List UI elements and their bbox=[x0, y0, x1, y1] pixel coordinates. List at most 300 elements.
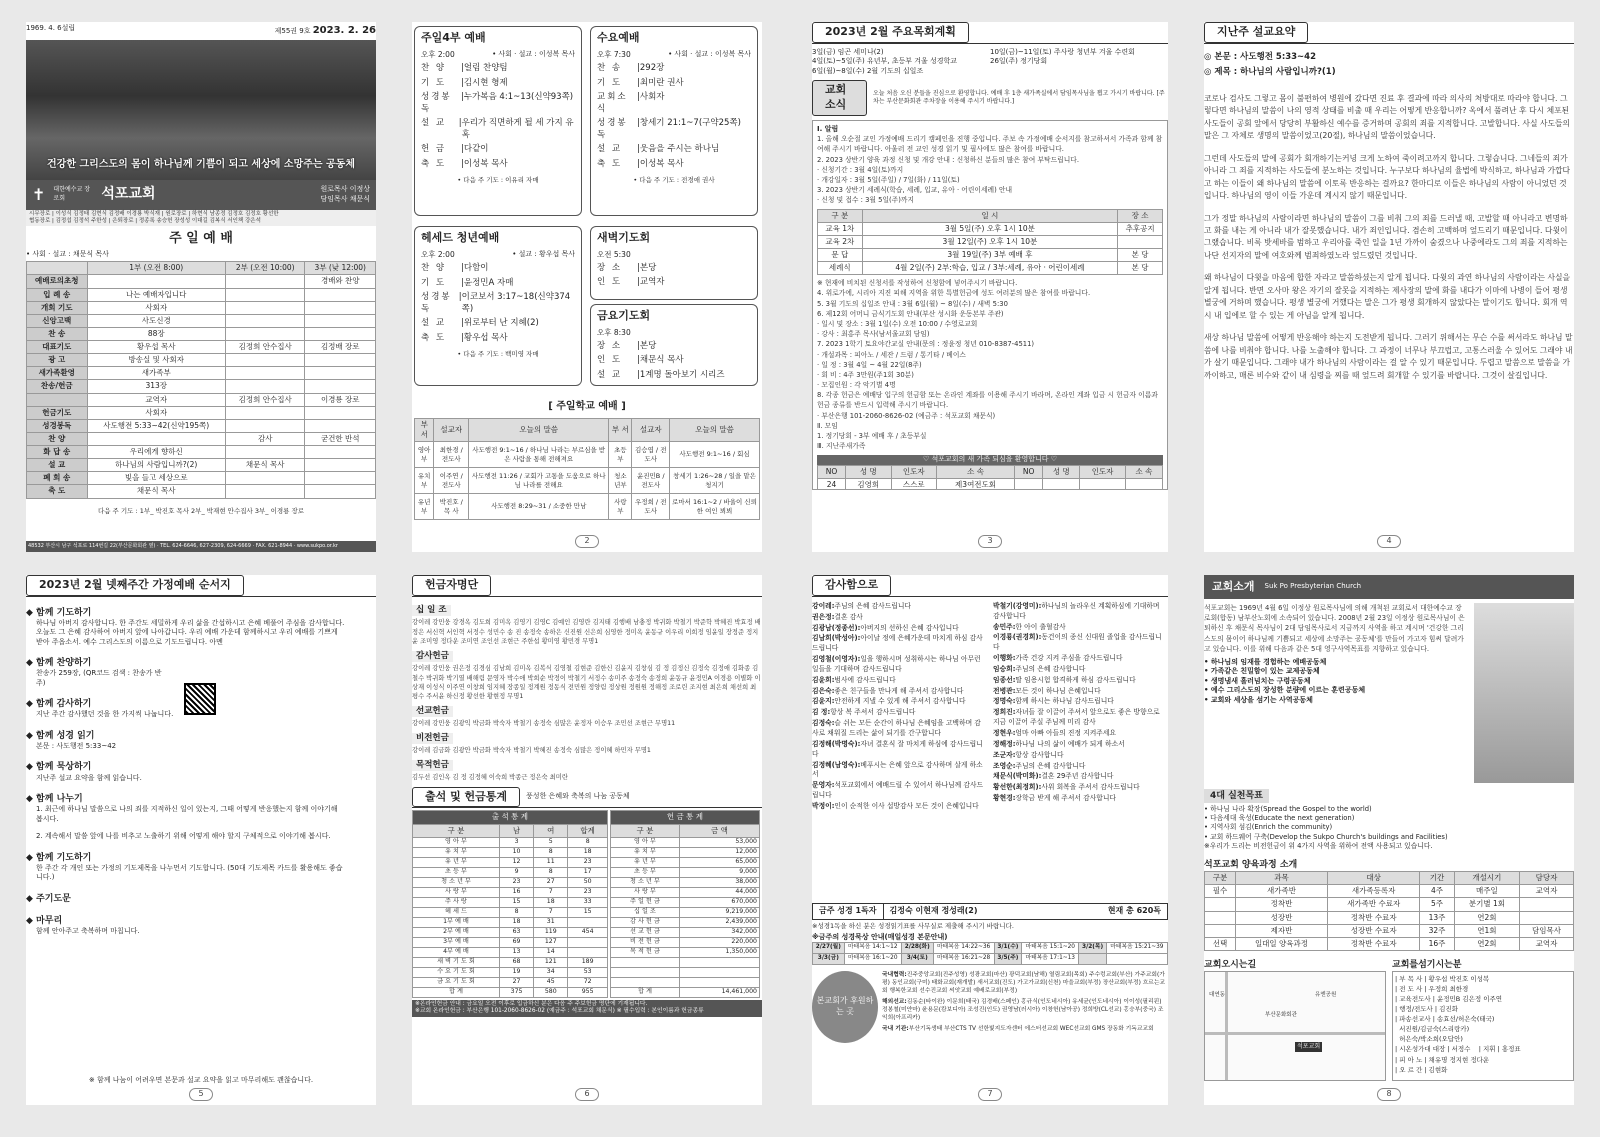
banner-text: 건강한 그리스도의 몸이 하나님께 기쁨이 되고 세상에 소망주는 공동체 bbox=[47, 159, 355, 170]
bible-total: 현재 총 620독 bbox=[1107, 906, 1161, 915]
baptism-row bbox=[818, 235, 1163, 248]
serve-line: | 파송선교사 | 송효선/허은숙(태국) bbox=[1395, 1015, 1495, 1024]
service-line: 교회소식 | 사회자 bbox=[597, 92, 665, 114]
service-line-label: 성경봉독 bbox=[597, 118, 628, 140]
worship-row bbox=[27, 380, 376, 393]
attendance-cell: 375 bbox=[499, 987, 533, 997]
attendance-cell: 31 bbox=[534, 917, 568, 927]
offering-group-names: 강이레 김금화 김광안 박금화 박숙자 박철기 박혜진 송정숙 심많은 정이혜 하민자 무명1 bbox=[412, 747, 651, 755]
worship-cell: 설 교 bbox=[27, 459, 88, 472]
worship-cell: 찬 송 bbox=[27, 327, 88, 340]
offering-stats-row bbox=[611, 977, 760, 987]
offering-stats-cell: 감 사 헌 금 bbox=[611, 917, 680, 927]
news-line: 6. 제12회 어머니 금식기도회 안내(부산 성시화 운동본부 주관) bbox=[817, 309, 1004, 318]
worship-cell bbox=[305, 327, 376, 340]
bible-plan-cell: 3/5(주) bbox=[994, 953, 1021, 964]
edu-row bbox=[1205, 911, 1574, 924]
thanks-text: 딸 임용시험 합격하게 하심 감사드립니다 bbox=[1015, 675, 1136, 684]
news-line: Ⅲ. 지난주새가족 bbox=[817, 442, 866, 451]
thanks-name: 김정해(박명숙): bbox=[812, 739, 861, 748]
service-line-label: 성경봉독 bbox=[421, 92, 452, 114]
worship-row bbox=[27, 301, 376, 314]
worship-cell: 대표기도 bbox=[27, 341, 88, 354]
serve-line: | 피 아 노 | 채유명 정지현 정다운 bbox=[1395, 1055, 1490, 1064]
school-cell: 영아부 bbox=[415, 442, 434, 468]
thanks-text: 결혼 감사 bbox=[834, 612, 863, 621]
family-worship-heading: ◆ 함께 나누기 bbox=[26, 794, 83, 805]
worship-row bbox=[27, 367, 376, 380]
family-worship-heading: ◆ 함께 묵상하기 bbox=[26, 762, 92, 773]
staff-row-1: 시무장로 | 이성식 김정태 김현식 김정배 이경룡 박식재 | 원로장로 | 하현식 남종정 김정호 김정호 황선한 bbox=[29, 210, 279, 217]
worship-cell: 김정희 안수집사 bbox=[225, 393, 305, 406]
sermon-paragraph: 그가 정말 하나님의 사람이라면 하나님의 말씀이 그를 비춰 그의 죄를 드러낼 때, 고발할 때 아니라고 변명하고 화를 내는 게 아니라 내가 잘못했습니다. 내가 죄인입니다. 겸손히 고백하며 엎드리기 때문입니다. 다윗이 그랬습니다. 비록 밧세바를 범하고 우리아를 죽인 일을 1년 가까이 숨겼으나 나중에라도 그의 죄를 지적하는 나단 선지자의 말에 여호와께 범죄하였노라 엎드렸던 것입니다. bbox=[1204, 213, 1568, 260]
news-line: 3. 2023 상반기 세례식(학습, 세례, 입교, 유아 · 어린이세례) 안내 bbox=[817, 186, 1013, 195]
attendance-cell: 10 bbox=[499, 847, 533, 857]
worship-cell: 예배로의초청 bbox=[27, 275, 88, 288]
offering-stats-cell bbox=[679, 967, 759, 977]
service-line: 장 소 | 본당 bbox=[597, 262, 657, 273]
bible-plan-cell: 마태복음 15:1~20 bbox=[1022, 943, 1079, 954]
family-worship-heading: ◆ 마무리 bbox=[26, 915, 63, 926]
thanks-text: 가족 건강 지켜 주심을 감사드립니다 bbox=[1015, 654, 1123, 663]
attendance-cell: 유 년 부 bbox=[413, 857, 500, 867]
family-cell: 스스로 bbox=[891, 478, 936, 489]
attendance-cell: 15 bbox=[568, 907, 608, 917]
edu-cell bbox=[1205, 924, 1236, 937]
family-worship-body: 하나님 아버지 감사합니다. 한 주간도 세밀하게 우리 삶을 간섭하시고 은혜 베풀어 주심을 감사합니다. 오늘도 그 은혜 감사하여 아버지 앞에 나아갑니다. 우리 예배 가운데 함께하시고 우리 예배를 기쁘게 받아 주옵소서. 예수 그리스도의 이름으로 기도드립니다. 아멘 bbox=[36, 618, 345, 646]
service-title: 주일4부 예배 bbox=[421, 31, 486, 44]
attendance-cell: 12 bbox=[499, 857, 533, 867]
service-meta: • 사회 · 설교 : 이성복 목사 bbox=[492, 49, 575, 58]
bible-plan-row bbox=[813, 953, 1168, 964]
practice-title: 4대 실천목표 bbox=[1204, 789, 1269, 803]
offering-group-heading: 감사헌금 bbox=[412, 651, 453, 662]
worship-row bbox=[27, 446, 376, 459]
baptism-cell bbox=[1118, 235, 1163, 248]
service-line-label: 교회소식 bbox=[597, 92, 628, 114]
bible-plan-cell: 마태복음 14:1~12 bbox=[844, 943, 901, 954]
thanks-text: 하나님의 놀라우신 계획하심에 기대하며 감사합니다 bbox=[993, 601, 1160, 620]
page-number: 4 bbox=[1377, 535, 1400, 548]
attendance-cell: 16 bbox=[499, 887, 533, 897]
thanks-name: 임종선: bbox=[993, 675, 1016, 684]
attendance-cell bbox=[568, 947, 608, 957]
school-title: [ 주일학교 예배 ] bbox=[548, 401, 626, 412]
school-cell: 우정희 / 전도사 bbox=[632, 494, 670, 520]
edu-col-header: 과목 bbox=[1235, 872, 1327, 885]
sermon-topic: ◎ 제목 : 하나님의 사람입니까?(1) bbox=[1204, 67, 1336, 78]
attendance-cell: 23 bbox=[568, 857, 608, 867]
offering-stats-title: 헌 금 통 계 bbox=[611, 811, 760, 824]
baptism-col-header: 장 소 bbox=[1118, 209, 1163, 222]
service-line-value: 292장 bbox=[639, 63, 665, 74]
page-number: 5 bbox=[189, 1088, 212, 1101]
offering-list-title: 헌금자명단 bbox=[412, 575, 491, 596]
news-line: 1. 정기당회 - 3부 예배 후 / 초등부실 bbox=[817, 432, 927, 441]
service-line: 축 도 | 이성복 목사 bbox=[421, 158, 508, 169]
service-line-value: 창세기 21:1~7(구약25쪽) bbox=[639, 118, 741, 129]
attendance-cell: 127 bbox=[534, 937, 568, 947]
edu-cell: 정착반 수료자 bbox=[1328, 911, 1420, 924]
attendance-cell: 69 bbox=[499, 937, 533, 947]
news-line: ※ 현재에 비치된 신청서를 작성하여 신청함에 넣어주시기 바랍니다. bbox=[817, 279, 1018, 288]
thanks-name: 권은정: bbox=[812, 612, 835, 621]
worship-cell bbox=[225, 301, 305, 314]
offering-stats-cell: 9,000 bbox=[679, 867, 759, 877]
serve-line: | 오 르 간 | 김현화 bbox=[1395, 1065, 1448, 1074]
attendance-cell: 17 bbox=[568, 867, 608, 877]
worship-cell: 88장 bbox=[87, 327, 225, 340]
attendance-row bbox=[413, 877, 608, 887]
edu-col-header: 담당자 bbox=[1520, 872, 1574, 885]
map-title: 교회오시는길 bbox=[1204, 959, 1257, 970]
offering-stats-cell: 9,219,000 bbox=[679, 907, 759, 917]
goal-item: • 교회와 세상을 섬기는 사역공동체 bbox=[1204, 695, 1313, 704]
service-line: 헌 금 | 다같이 bbox=[421, 144, 489, 155]
worship-cell: 사회자 bbox=[87, 301, 225, 314]
thanks-text: 자녀들 잘 이끌어 주셔서 앞으로도 좋은 방향으로 지금 이끌어 주실 주님께 미리 감사 bbox=[993, 708, 1160, 727]
worship-col-header: 2부 (오전 10:00) bbox=[225, 262, 305, 275]
news-title: 교회소식 bbox=[812, 80, 867, 116]
baptism-cell: 본 당 bbox=[1118, 262, 1163, 275]
offering-stats-row bbox=[611, 947, 760, 957]
attendance-table bbox=[412, 810, 608, 997]
family-worship-body: 지난 주간 감사했던 것을 한 가지씩 나눕니다. bbox=[36, 710, 174, 719]
family-worship-title: 2023년 2월 넷째주간 가정예배 순서지 bbox=[26, 575, 244, 596]
service-line-label: 기 도 bbox=[597, 77, 623, 88]
online-note-1: ※온라인헌금 안내 : 금요일 오전 이후로 입금하신 분은 다음 주 주보헌금 명단에 기재됩니다. bbox=[415, 1000, 648, 1007]
attendance-cell: 사 랑 부 bbox=[413, 887, 500, 897]
footer-address: 48532 부산시 남구 석포로 114번길 22(부산문화회관 옆) · TEL. 624-6646, 627-2309, 624-6669 · FAX. 621-8944 · www.sukpo.or.kr bbox=[26, 541, 376, 552]
practice-item: • 하나님 나라 확장(Spread the Gospel to the world) bbox=[1204, 805, 1372, 814]
page-6 bbox=[412, 575, 762, 1105]
thanks-name: 정희진: bbox=[993, 708, 1016, 717]
service-line-label: 설 교 bbox=[421, 318, 447, 329]
worship-cell bbox=[305, 367, 376, 380]
school-cell: 사랑부 bbox=[609, 494, 632, 520]
stats-subtitle: 풍성한 은혜와 축복의 나눔 공동체 bbox=[526, 792, 630, 801]
offering-stats-col-header: 구 분 bbox=[611, 824, 680, 837]
service-line-value: 얼림 찬양팀 bbox=[463, 63, 508, 74]
thanks-text: 함께 하시는 하나님 감사드립니다 bbox=[1015, 697, 1114, 706]
intro-header-eng: Suk Po Presbyterian Church bbox=[1264, 582, 1362, 591]
thanks-name: 조군자: bbox=[993, 750, 1016, 759]
edu-cell: 새가족등록자 bbox=[1328, 885, 1420, 898]
bible-plan-cell bbox=[1079, 953, 1106, 964]
worship-cell: 성경봉독 bbox=[27, 419, 88, 432]
offering-stats-cell: 주 일 헌 금 bbox=[611, 897, 680, 907]
worship-cell bbox=[305, 354, 376, 367]
offering-stats-row bbox=[611, 987, 760, 997]
bible-plan-cell bbox=[1106, 953, 1167, 964]
attendance-cell: 금 요 기 도 회 bbox=[413, 977, 500, 987]
service-time: 오후 7:30 bbox=[597, 49, 631, 59]
offering-stats-cell: 사 랑 부 bbox=[611, 887, 680, 897]
worship-cell: 김정배 장로 bbox=[305, 341, 376, 354]
offering-stats-cell: 십 일 조 bbox=[611, 907, 680, 917]
school-cell: 초등부 bbox=[609, 442, 632, 468]
map-label: 석포교회 bbox=[1295, 1042, 1322, 1052]
offering-stats-cell bbox=[611, 957, 680, 967]
church-building-image bbox=[1474, 603, 1574, 783]
thanks-name: 강이레: bbox=[812, 601, 835, 610]
worship-table bbox=[26, 261, 376, 498]
attendance-cell: 2부 예 배 bbox=[413, 927, 500, 937]
offering-group-heading: 선교헌금 bbox=[412, 706, 453, 717]
mission-list: 부산기독생태 부산CTS TV 선한빛지도자센터 에스터선교회 WEC선교회 GMS 장동화 기독교교회 bbox=[908, 1026, 1154, 1033]
offering-stats-cell: 14,461,000 bbox=[679, 987, 759, 997]
service-line-label: 축 도 bbox=[597, 158, 623, 169]
edu-row bbox=[1205, 898, 1574, 911]
school-cell: 청소년부 bbox=[609, 468, 632, 494]
thanks-name: 채문식(박미화): bbox=[993, 772, 1042, 781]
worship-cell bbox=[225, 446, 305, 459]
attendance-row bbox=[413, 897, 608, 907]
senior-pastor: 담임목사 채문식 bbox=[320, 194, 370, 203]
attendance-cell: 청 소 년 부 bbox=[413, 877, 500, 887]
attendance-cell: 7 bbox=[534, 907, 568, 917]
service-line: 기 도 | 김시현 형제 bbox=[421, 77, 508, 88]
service-line-label: 인 도 bbox=[597, 277, 623, 288]
attendance-cell: 18 bbox=[568, 847, 608, 857]
family-col-header: 성 명 bbox=[846, 465, 891, 478]
baptism-cell: 세례식 bbox=[818, 262, 863, 275]
edu-cell: 선택 bbox=[1205, 937, 1236, 950]
attendance-cell: 955 bbox=[568, 987, 608, 997]
congregation-photo bbox=[26, 40, 376, 180]
news-line: 2. 2023 상반기 양육 과정 신청 및 개강 안내 : 신청하신 분들의 많은 참여 부탁드립니다. bbox=[817, 155, 1080, 164]
plan-title: 2023년 2월 주요목회계획 bbox=[812, 22, 969, 43]
bible-plan-cell: 마태복음 16:21~28 bbox=[933, 953, 994, 964]
map-label: 대연동 bbox=[1209, 992, 1225, 999]
attendance-col-header: 남 bbox=[499, 824, 533, 837]
attendance-cell: 63 bbox=[499, 927, 533, 937]
edu-cell: 분기별 1회 bbox=[1454, 898, 1519, 911]
attendance-cell: 8 bbox=[568, 837, 608, 847]
family-worship-body: 함께 안아주고 축복하며 마칩니다. bbox=[36, 926, 140, 935]
edu-cell bbox=[1520, 898, 1574, 911]
family-worship-heading: ◆ 함께 기도하기 bbox=[26, 607, 92, 618]
attendance-cell: 53 bbox=[568, 967, 608, 977]
thanks-name: 임승희: bbox=[993, 664, 1016, 673]
news-intro: 오늘 처음 오신 분들을 진심으로 환영합니다. 예배 후 1층 새가족실에서 담임목사님을 뵙고 가시기 바랍니다. [주차는 부산문화회관 주차장을 이용해 주시기 바랍니다.] bbox=[872, 89, 1165, 105]
attendance-cell: 9 bbox=[499, 867, 533, 877]
practice-item: ※우리가 드리는 비전헌금이 위 4가지 사역을 위하여 전액 사용되고 있습니다. bbox=[1204, 841, 1433, 850]
offering-stats-cell: 유 년 부 bbox=[611, 857, 680, 867]
thanks-text: 장학금 받게 해 주셔서 감사합니다 bbox=[1015, 794, 1116, 803]
baptism-cell: 교육 1차 bbox=[818, 222, 863, 235]
family-worship-heading: ◆ 함께 찬양하기 bbox=[26, 658, 92, 669]
thanks-name: 전병관: bbox=[993, 686, 1016, 695]
attendance-col-header: 구 분 bbox=[413, 824, 500, 837]
sermon-paragraph: 새상 하나님 말씀에 어떻게 반응해야 하는지 도전받게 됩니다. 그러기 위해서는 무슨 수를 써서라도 하나님 말씀에 나를 비춰야 합니다. 나를 노출해야 합니다. 그 과정이 너무나 부끄럽고, 고통스러울 수 있어도 그래야 내가 살기 때문입니다. 그래야 내가 하나님의 사람이라는 걸 알 수 있기 때문입니다. 두렵고 말씀으로 말씀을 가까이하고, 매론 비수와 같이 내 심령을 찌를 때 엎드려 회개할 수 있기를 바랍니다. 그것이 살길입니다. bbox=[1204, 333, 1573, 380]
offering-stats-cell: 선 교 헌 금 bbox=[611, 927, 680, 937]
baptism-col-header: 일 시 bbox=[862, 209, 1118, 222]
service-line: 찬 양 | 얼림 찬양팀 bbox=[421, 63, 508, 74]
news-line: · 개설과목 : 피아노 / 세잔 / 드럼 / 통기타 / 베이스 bbox=[817, 350, 966, 359]
offering-group-heading: 비전헌금 bbox=[412, 733, 453, 744]
worship-cell: 굳건한 반석 bbox=[305, 432, 376, 445]
thanks-name: 김남희(박성아): bbox=[812, 634, 861, 643]
family-cell: 24 bbox=[818, 478, 846, 489]
thanks-text: 결혼 29주년 감사합니다 bbox=[1041, 772, 1114, 781]
bible-plan-cell: 마태복음 16:1~20 bbox=[844, 953, 901, 964]
offering-group-names: 강이레 강민웅 강경옥 김도희 김미옥 김영기 김영C 김예인 김영란 김지태 김행배 남충정 박귀화 박철기 박준학 박혜진 박효정 배정은 서신혁 서인혁 서정수 성민수 송 진 송정숙 송하은 신진원 신은희 심영한 정미옥 윤동규 이우리 이희정 임윤일 장정준 정지윤 조미영 정다운 조미연 조인선 조현근 주한섭 황미영 황민경 무명1 bbox=[412, 619, 761, 646]
service-line: 성경봉독 | 이코보서 3:17~18(신약374쪽) bbox=[421, 292, 575, 315]
service-line-label: 찬 송 bbox=[597, 63, 623, 74]
thanks-text: 사위 회복을 주셔서 감사드립니다 bbox=[1041, 783, 1140, 792]
family-cell bbox=[1043, 478, 1080, 489]
thanks-text: 슬 쉬는 모든 순간이 하나님 은혜임을 고백하며 감사로 채워질 드리는 삶이 되기를 간구합니다 bbox=[812, 719, 981, 737]
worship-cell: 이경룡 장로 bbox=[305, 393, 376, 406]
sermon-paragraph: 코로나 검사도 그렇고 몸이 불편하여 병원에 갔다면 진료 후 결과에 따라 의사의 처방대로 따라야 합니다. 그렇다면 하나님의 말씀이 나의 영적 상태를 비출 때 우리는 어떻게 반응합니까? 옥에서 풀려난 후 다시 체포된 사도들이 공회 앞에서 당당히 부활하신 예수를 증거하며 공회의 죄를 지적합니다. 고발합니다. 사실 사도들의 말은 그 자체로 생명의 말씀이었고(20절), 하나님의 말씀이었습니다. bbox=[1204, 93, 1571, 141]
school-cell: 윤진민B / 전도사 bbox=[632, 468, 670, 494]
school-col-header: 설교자 bbox=[632, 419, 670, 442]
service-line-value: 채문식 목사 bbox=[639, 355, 684, 366]
attendance-row bbox=[413, 977, 608, 987]
edu-cell: 새가족반 bbox=[1235, 885, 1327, 898]
edu-cell: 16주 bbox=[1420, 937, 1455, 950]
service-line-label: 장 소 bbox=[597, 340, 623, 351]
offering-stats-cell: 220,000 bbox=[679, 937, 759, 947]
news-line: 4. 위로가에, 시리아 지진 피해 지역을 위한 특별헌금에 성도 여러분의 많은 참여를 바랍니다. bbox=[817, 289, 1091, 298]
worship-cell: 입 례 송 bbox=[27, 288, 88, 301]
plan-item: 26일(주) 정기당회 bbox=[990, 57, 1048, 66]
attendance-cell: 주 사 랑 bbox=[413, 897, 500, 907]
service-line-value: 본당 bbox=[639, 340, 657, 351]
news-line: · 부산은행 101-2060-8626-02 (예금주 : 석포교회 채문식) bbox=[817, 411, 996, 420]
attendance-cell: 영 아 부 bbox=[413, 837, 500, 847]
family-worship-note: ※ 함께 나눔이 어려우면 본문과 설교 요약을 읽고 마무리해도 괜찮습니다. bbox=[88, 1075, 314, 1084]
page-3 bbox=[812, 22, 1168, 552]
sermon-paragraph: 그런데 사도들의 말에 공회가 회개하기는커녕 크게 노하여 죽이려고까지 합니다. 그렇습니다. 그네들의 죄가 아니라 그 죄를 지적하는 사도들에 분노하는 것입니다. 누구보다 하나님의 율법에 박식하고, 하나님과 가깝다고 하는 이들이 왜 하나님의 말씀에 이토록 반응하는 걸까요? 한마디로 이들은 하나님의 사람이 아니었던 것입니다. 하나님의 영이 이들 가운데 계시지 않기 때문입니다. bbox=[1204, 153, 1571, 201]
edu-cell: 32주 bbox=[1420, 924, 1455, 937]
news-line: Ⅱ. 모임 bbox=[817, 421, 838, 430]
family-worship-body: 지난주 설교 요약을 함께 읽습니다. bbox=[36, 773, 142, 782]
bible-plan-cell: 마태복음 14:22~36 bbox=[933, 943, 994, 954]
thanks-text: 자녀 결혼식 잘 마치게 하심에 감사드립니다 bbox=[812, 739, 983, 758]
goal-item: • 생명냄새 흘러넘치는 구령공동체 bbox=[1204, 676, 1311, 685]
news-line: · 일 정 : 3월 4일 ~ 4월 22일(8주) bbox=[817, 360, 922, 369]
worship-cell: 경배와 찬양 bbox=[305, 275, 376, 288]
service-meta: • 설교 : 황우섭 목사 bbox=[512, 249, 575, 258]
school-col-header: 오늘의 말씀 bbox=[469, 419, 609, 442]
attendance-col-header: 합계 bbox=[568, 824, 608, 837]
worship-row bbox=[27, 419, 376, 432]
page-number: 8 bbox=[1377, 1088, 1400, 1101]
edu-cell: 연2회 bbox=[1454, 937, 1519, 950]
bible-plan-cell: 마태복음 15:21~39 bbox=[1106, 943, 1167, 954]
family-col-header: 인도자 bbox=[1080, 465, 1125, 478]
worship-col-header bbox=[27, 262, 88, 275]
worship-cell: 방송실 및 사회자 bbox=[87, 354, 225, 367]
worship-cell bbox=[305, 472, 376, 485]
baptism-table bbox=[817, 209, 1163, 276]
attendance-cell: 45 bbox=[534, 977, 568, 987]
offering-stats-row bbox=[611, 917, 760, 927]
bible-plan-cell: 3/1(수) bbox=[994, 943, 1021, 954]
practice-item: • 교회 하드웨어 구축(Develop the Sukpo Church's buildings and Facilities) bbox=[1204, 832, 1448, 841]
online-note-2: ※교회 온라인헌금 : 부산은행 101-2060-8626-02 (예금주 : 석포교회 채문식) ※ 필수입력 : 본인이름과 헌금종류 bbox=[415, 1008, 704, 1015]
attendance-row bbox=[413, 917, 608, 927]
thanks-name: 이경룡(권경희): bbox=[993, 633, 1042, 642]
service-line-value: 교역자 bbox=[639, 277, 665, 288]
school-cell: 사도행전 11:26 / 교회가 고통을 도움으로 하나님 나라를 전해요 bbox=[469, 468, 609, 494]
thanks-name: 정해정: bbox=[993, 739, 1016, 748]
map-label: 유엔공원 bbox=[1315, 992, 1337, 999]
family-cell: 제3여전도회 bbox=[936, 478, 1014, 489]
thanks-name: 김정숙: bbox=[812, 719, 835, 728]
family-col-header: NO bbox=[1015, 465, 1043, 478]
location-map bbox=[1204, 971, 1386, 1081]
baptism-cell: 교육 2차 bbox=[818, 235, 863, 248]
plan-item: 4일(토)~5일(주) 유년부, 초등부 겨울 성경학교 bbox=[812, 57, 958, 66]
attendance-cell: 121 bbox=[534, 957, 568, 967]
service-line: 인 도 | 채문식 목사 bbox=[597, 355, 684, 366]
bible-plan-cell: 마태복음 17:1~13 bbox=[1022, 953, 1079, 964]
school-cell: 김승엽 / 전도사 bbox=[632, 442, 670, 468]
school-col-header: 오늘의 말씀 bbox=[670, 419, 760, 442]
family-worship-body: 한 주간 각 개인 또는 가정의 기도제목을 나누먼서 기도합니다. (50대 기도제목 카드를 활용해도 좋습니다.) bbox=[36, 863, 343, 882]
attendance-cell bbox=[568, 917, 608, 927]
worship-cell: 교역자 bbox=[87, 393, 225, 406]
worship-row bbox=[27, 354, 376, 367]
page-4 bbox=[1204, 22, 1574, 552]
attendance-row bbox=[413, 887, 608, 897]
offering-stats-cell: 53,000 bbox=[679, 837, 759, 847]
plan-item: 6일(월)~8일(수) 2월 기도의 십일조 bbox=[812, 66, 924, 75]
offering-group-heading: 목적헌금 bbox=[412, 760, 453, 771]
news-line: 5. 3월 기도의 십일조 안내 : 3월 6일(월) ~ 8일(수) / 새벽 5:30 bbox=[817, 299, 1008, 308]
worship-cell: 신앙고백 bbox=[27, 314, 88, 327]
edu-col-header: 대상 bbox=[1328, 872, 1420, 885]
family-worship-heading: ◆ 함께 성경 읽기 bbox=[26, 730, 95, 741]
worship-row bbox=[27, 314, 376, 327]
worship-cell: 폐 회 송 bbox=[27, 472, 88, 485]
bible-plan-row bbox=[813, 943, 1168, 954]
page-number: 2 bbox=[575, 535, 598, 548]
attendance-row bbox=[413, 837, 608, 847]
service-time: 오후 8:30 bbox=[597, 327, 631, 337]
attendance-cell: 27 bbox=[499, 977, 533, 987]
attendance-cell: 1부 예 배 bbox=[413, 917, 500, 927]
attendance-cell: 15 bbox=[499, 897, 533, 907]
attendance-cell: 33 bbox=[568, 897, 608, 907]
thanks-text: 석포교회에서 예배드릴 수 있어서 하나님께 감사드립니다 bbox=[812, 781, 984, 800]
serve-title: 교회를섬기시는분 bbox=[1392, 959, 1462, 970]
school-row bbox=[415, 442, 760, 468]
page-5 bbox=[26, 575, 376, 1105]
thanks-name: 김영철(이영자): bbox=[812, 655, 861, 664]
school-col-header: 설교자 bbox=[434, 419, 469, 442]
news-line: · 신청기간 : 3월 4일(토)까지 bbox=[817, 165, 904, 174]
worship-row bbox=[27, 341, 376, 354]
baptism-cell: 3월 5일(주) 오후 1시 10분 bbox=[862, 222, 1118, 235]
service-line-label: 찬 양 bbox=[421, 263, 447, 274]
worship-cell bbox=[305, 459, 376, 472]
church-sub: 대한예수교 장로회 bbox=[53, 186, 91, 202]
service-line: 설 교 | 위로부터 난 지혜(2) bbox=[421, 318, 539, 329]
edu-cell bbox=[1205, 898, 1236, 911]
family-worship-body: 2. 계속해서 말씀 앞에 나를 비추고 노출하기 위해 어떻게 해야 할지 구체적으로 이야기해 봅시다. bbox=[36, 832, 331, 841]
service-line-value: 이성복 목사 bbox=[463, 158, 508, 169]
edu-cell: 성장반 수료자 bbox=[1328, 924, 1420, 937]
baptism-col-header: 구 분 bbox=[818, 209, 863, 222]
attendance-row bbox=[413, 907, 608, 917]
attendance-cell: 4부 예 배 bbox=[413, 947, 500, 957]
service-line: 성경봉독 | 누가복음 4:1~13(신약93쪽) bbox=[421, 92, 574, 114]
mission-category: 국내 기관: bbox=[882, 1026, 909, 1033]
